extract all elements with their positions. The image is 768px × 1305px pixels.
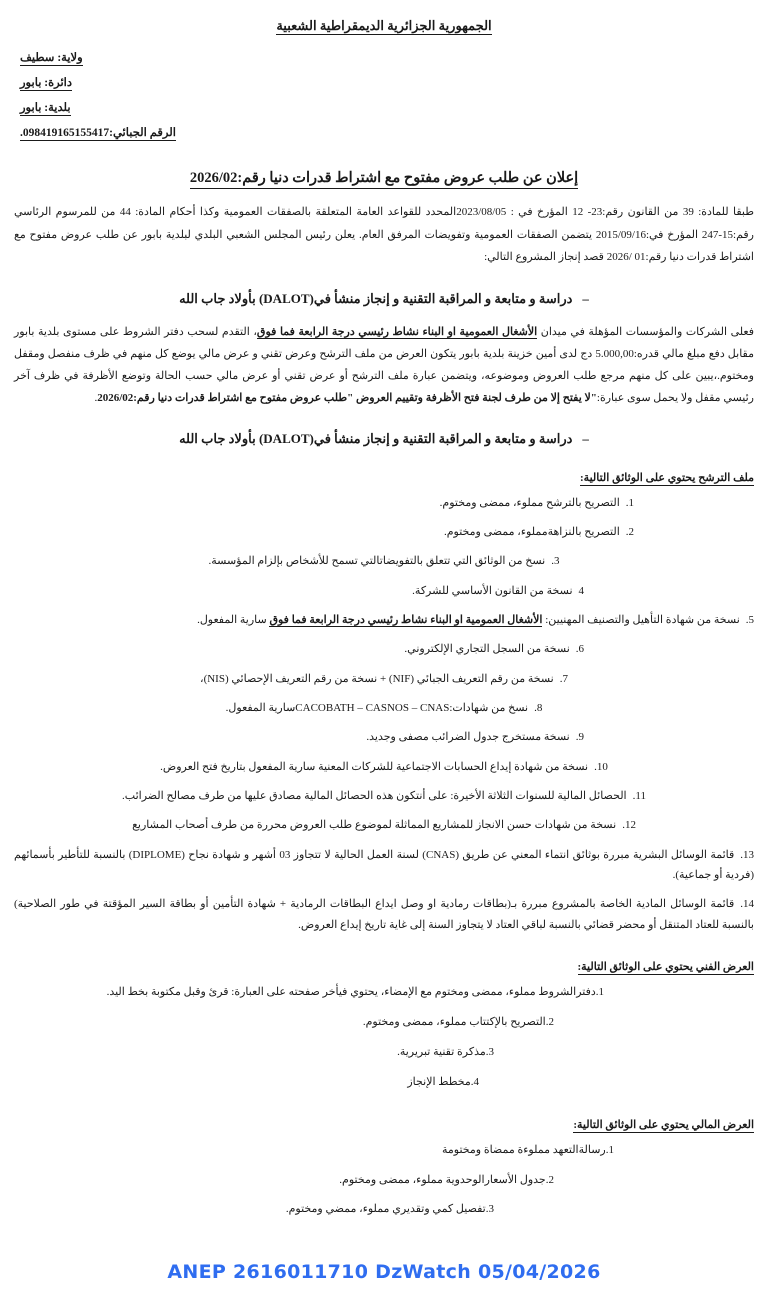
item-text-a: نسخة من شهادة التأهيل والتصنيف المهنيين: <box>542 614 740 627</box>
legal-intro-paragraph: طبقا للمادة: 39 من القانون رقم:23- 12 المؤرخ في : 2023/08/05المحدد للقواعد العامة المتعلقة بالصفقات العمومية وكذا أحكام المادة: 44 من للمرسوم الرئاسي رقم:15-247 المؤرخ في:2015/09/16 يتضمن الصفقات العمومية وتفويضات المرفق العام. يعلن رئيس المجلس الشعبي البلدي لبلدية بابور عن طلب عروض مفتوح مع اشتراط قدرات دنيا رقم:01 /2026 قصد إنجاز المشروع التالي: <box>14 206 755 264</box>
daira-line <box>14 75 754 89</box>
item-text: نسخ من شهادات:CACOBATH – CASNOS – CNASسارية المفعول. <box>225 702 529 715</box>
eligibility-text-end: . <box>94 391 98 404</box>
eligibility-text-a: فعلى الشركات والمؤسسات المؤهلة في ميدان <box>537 325 754 338</box>
list-item <box>14 493 754 513</box>
item-qualification-highlight: الأشغال العمومية او البناء نشاط رئيسي درجة الرابعة فما فوق <box>269 614 543 627</box>
item-number: 2. <box>625 525 634 538</box>
item-number: 12. <box>622 819 636 832</box>
item-number: 13. <box>740 848 754 861</box>
list-item <box>14 894 754 935</box>
project-text-after: ) بأولاد جاب الله <box>179 290 264 306</box>
wilaya-line <box>14 50 754 64</box>
item-number: 5. <box>745 614 754 627</box>
list-item <box>14 551 754 571</box>
candidacy-file-heading-text: ملف الترشح يحتوي على الوثائق التالية: <box>580 471 754 484</box>
item-number: 2. <box>545 1016 554 1029</box>
project-code-dalot-2: DALOT <box>263 430 310 446</box>
page-title <box>14 170 754 187</box>
item-text: رسالةالتعهد مملوءة ممضاة ومختومة <box>441 1143 606 1156</box>
list-item <box>14 815 754 835</box>
daira-text: دائرة: بابور <box>20 77 72 89</box>
list-item <box>14 982 754 1003</box>
item-number: 9. <box>575 731 584 744</box>
technical-offer-list <box>14 982 754 1102</box>
item-number: 3. <box>551 555 560 568</box>
item-text: نسخ من الوثائق التي تتعلق بالتفويضاتالتي تسمح للأشخاص بإلزام المؤسسة. <box>208 555 546 568</box>
fiscal-number-line <box>14 125 754 139</box>
item-number: 14. <box>740 898 754 911</box>
candidacy-file-heading <box>14 471 754 484</box>
item-text: قائمة الوسائل المادية الخاصة بالمشروع مبررة بـ(بطاقات رمادية او وصل ايداع البطاقات الرمادية + شهادة التأمين أو بطاقة السير المؤقتة في طور الصلاحية) بالنسبة للعتاد المتنقل أو محضر قضائي بالنسبة لباقي العتاد لا يتجاوز السنة إلى غاية تاريخ إيداع العروض. <box>14 898 754 931</box>
item-number: 6. <box>575 643 584 656</box>
wilaya-text: ولاية: سطيف <box>20 52 83 64</box>
bullet-dash-icon: – <box>582 290 589 306</box>
list-item <box>14 1170 754 1191</box>
list-item <box>14 522 754 542</box>
item-text: نسخة مستخرج جدول الضرائب مصفى وجديد. <box>366 731 570 744</box>
financial-offer-heading-text: العرض المالي يحتوي على الوثائق التالية: <box>573 1118 754 1131</box>
list-item <box>14 1012 754 1033</box>
item-text: نسخة من شهادات حسن الانجاز للمشاريع المماثلة لموضوع طلب العروض محررة من طرف أصحاب المشاريع <box>132 819 617 832</box>
technical-offer-heading <box>14 960 754 973</box>
project-line-top <box>14 291 754 307</box>
item-number: 4. <box>470 1075 479 1088</box>
baladia-line <box>14 100 754 114</box>
list-item <box>14 727 754 747</box>
anep-footer <box>14 1235 754 1305</box>
financial-offer-heading <box>14 1118 754 1131</box>
candidacy-documents-list <box>14 493 754 945</box>
list-item <box>14 1072 754 1093</box>
item-number: 1. <box>595 986 604 999</box>
project-text-before-2: دراسة و متابعة و المراقبة التقنية و إنجاز منشأ في( <box>309 430 573 446</box>
item-text: التصريح بالنزاهةمملوء، ممضى ومختوم. <box>443 525 620 538</box>
list-item <box>14 786 754 806</box>
item-number: 1. <box>605 1143 614 1156</box>
list-item <box>14 698 754 718</box>
list-item <box>14 1042 754 1063</box>
item-number: 3. <box>485 1203 494 1216</box>
item-text-b: سارية المفعول. <box>197 614 270 627</box>
item-number: 4 <box>578 584 584 597</box>
item-number: 11. <box>632 790 646 803</box>
bullet-dash-icon-2: – <box>582 430 589 446</box>
item-text: مذكرة تقنية تبريرية. <box>397 1045 486 1058</box>
item-text: التصريح بالترشح مملوء، ممضى ومختوم. <box>439 496 620 509</box>
item-number: 3. <box>485 1045 494 1058</box>
list-item <box>14 669 754 689</box>
item-number: 7. <box>559 672 568 685</box>
eligibility-qualification-highlight: الأشغال العمومية او البناء نشاط رئيسي درجة الرابعة فما فوق <box>256 325 538 338</box>
item-text: جدول الأسعارالوحدوية مملوء، ممضى ومختوم. <box>339 1173 546 1186</box>
item-number: 8. <box>534 702 543 715</box>
project-text-before: دراسة و متابعة و المراقبة التقنية و إنجاز منشأ في( <box>309 290 573 306</box>
baladia-text: بلدية: بابور <box>20 102 71 114</box>
item-text: التصريح بالإكتتاب مملوء، ممضى ومختوم. <box>362 1016 546 1029</box>
page-title-text: إعلان عن طلب عروض مفتوح مع اشتراط قدرات دنيا رقم:2026/02 <box>190 170 578 189</box>
item-text: دفترالشروط مملوء، ممضى ومختوم مع الإمضاء، يحتوي فيأخر صفحته على العبارة: قرئ وقبل مكتوبة بخط اليد. <box>106 986 596 999</box>
item-number: 10. <box>594 760 608 773</box>
item-text: مخطط الإنجاز <box>407 1075 471 1088</box>
anep-reference-text: ANEP 2616011710 DzWatch 05/04/2026 <box>167 1261 601 1284</box>
item-number: 1. <box>625 496 634 509</box>
list-item <box>14 845 754 886</box>
technical-offer-heading-text: العرض الفني يحتوي على الوثائق التالية: <box>577 961 754 974</box>
item-text: نسخة من السجل التجاري الإلكتروني. <box>404 643 570 656</box>
item-text: نسخة من شهادة إيداع الحسابات الاجتماعية للشركات المعنية سارية المفعول بتاريخ فتح العروض. <box>160 760 589 773</box>
list-item <box>14 757 754 777</box>
item-text: نسخة من رقم التعريف الجبائي (NIF) + نسخة من رقم التعريف الإحصائي (NIS)، <box>200 672 554 685</box>
item-text: الحصائل المالية للسنوات الثلاثة الأخيرة: على أنتكون هذه الحصائل المالية مصادق عليها من طرف مصالح الضرائب. <box>122 790 627 803</box>
item-text: قائمة الوسائل البشرية مبررة بوثائق انتماء المعني عن طريق (CNAS) لسنة العمل الحالية لا تتجاوز 03 أشهر و شهادة نجاح (DIPLOME) بالنسبة للتأطير بأسمائهم (فردية أو جماعية). <box>14 848 754 882</box>
financial-offer-list <box>14 1140 754 1230</box>
envelope-quote-highlight: "لا يفتح إلا من طرف لجنة فتح الأظرفة وتقييم العروض "طلب عروض مفتوح مع اشتراط قدرات دنيا رقم:2026/02 <box>97 391 597 404</box>
republic-heading <box>14 18 754 34</box>
list-item <box>14 639 754 659</box>
item-text: نسخة من القانون الأساسي للشركة. <box>412 584 573 597</box>
project-code-dalot: DALOT <box>263 290 310 306</box>
fiscal-number-text: الرقم الجبائي:098419165155417. <box>20 127 176 139</box>
republic-text: الجمهورية الجزائرية الديمقراطية الشعبية <box>276 18 492 33</box>
item-text: تفصيل كمي وتقديري مملوء، ممضي ومختوم. <box>285 1203 486 1216</box>
list-item <box>14 1199 754 1220</box>
list-item <box>14 1140 754 1161</box>
item-number: 2. <box>545 1173 554 1186</box>
project-line-bottom <box>14 431 754 447</box>
list-item <box>14 610 754 630</box>
administrative-block <box>14 50 754 150</box>
list-item <box>14 581 754 601</box>
eligibility-paragraph <box>14 321 754 409</box>
project-text-after-2: ) بأولاد جاب الله <box>179 430 264 446</box>
eligibility-text-b: ، التقدم لسحب دفتر الشروط على مستوى بلدية بابور مقابل دفع مبلغ مالي قدره:5.000,00 دج لدى أمين خزينة بلدية بابور يتكون العرض من ملف الترشح وعرض تقني و عرض مالي يوضع كل منهم في ظرف منفصل ومقفل ومختوم.،يبين على كل منهم مرجع طلب العروض وموضوعه، ويتضمن عبارة ملف الترشح أو عرض تقني أو عرض مالي حسب الحالة وتوضع الأظرفة في ظرف آخر رئيسي مقفل ولا يحمل سوى عبارة: <box>14 325 754 404</box>
